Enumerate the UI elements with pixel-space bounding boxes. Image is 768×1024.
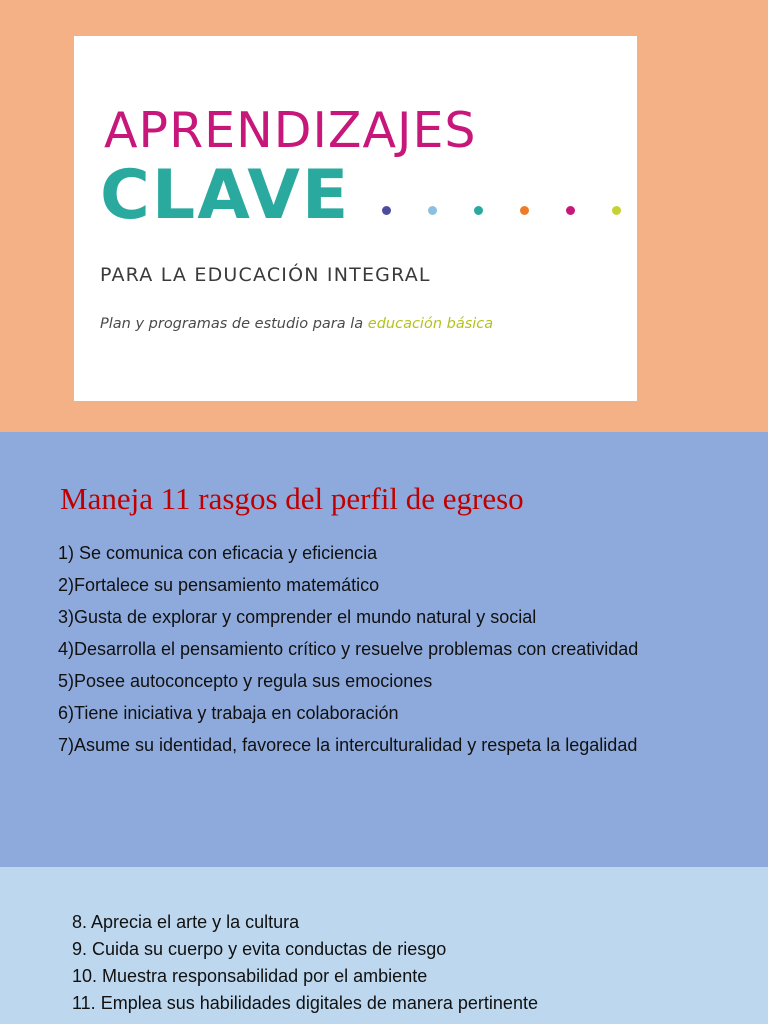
traits-list-1 — [58, 542, 648, 766]
logo-card — [74, 36, 637, 401]
list-item: 9. Cuida su cuerpo y evita conductas de riesgo — [72, 939, 447, 959]
logo-dot — [428, 206, 437, 215]
list-item: 11. Emplea sus habilidades digitales de manera pertinente — [72, 993, 538, 1013]
traits-section-1 — [0, 432, 768, 867]
logo-description — [100, 317, 493, 332]
logo-dot — [612, 206, 621, 215]
list-item: 7)Asume su identidad, favorece la interculturalidad y respeta la legalidad — [58, 735, 638, 755]
list-item: 1) Se comunica con eficacia y eficiencia — [58, 543, 378, 563]
logo-dot — [520, 206, 529, 215]
list-item: 4)Desarrolla el pensamiento crítico y resuelve problemas con creatividad — [58, 639, 639, 659]
logo-tagline: PARA LA EDUCACIÓN INTEGRAL — [100, 264, 431, 286]
logo-dot — [382, 206, 391, 215]
list-item: 5)Posee autoconcepto y regula sus emociones — [58, 671, 433, 691]
list-item: 6)Tiene iniciativa y trabaja en colaboración — [58, 703, 399, 723]
logo-subtitle: CLAVE — [100, 156, 351, 235]
logo-title: APRENDIZAJES — [104, 102, 477, 159]
logo-description-highlight: educación básica — [367, 316, 494, 332]
section-heading: Maneja 11 rasgos del perfil de egreso — [60, 481, 524, 516]
list-item: 2)Fortalece su pensamiento matemático — [58, 575, 380, 595]
traits-list-2 — [72, 909, 712, 1017]
logo-section — [0, 0, 768, 432]
logo-dot — [566, 206, 575, 215]
list-item: 3)Gusta de explorar y comprender el mundo natural y social — [58, 607, 537, 627]
list-item: 10. Muestra responsabilidad por el ambiente — [72, 966, 428, 986]
logo-description-main: Plan y programas de estudio para la — [100, 316, 364, 332]
logo-dot — [474, 206, 483, 215]
traits-section-2 — [0, 867, 768, 1024]
list-item: 8. Aprecia el arte y la cultura — [72, 912, 300, 932]
